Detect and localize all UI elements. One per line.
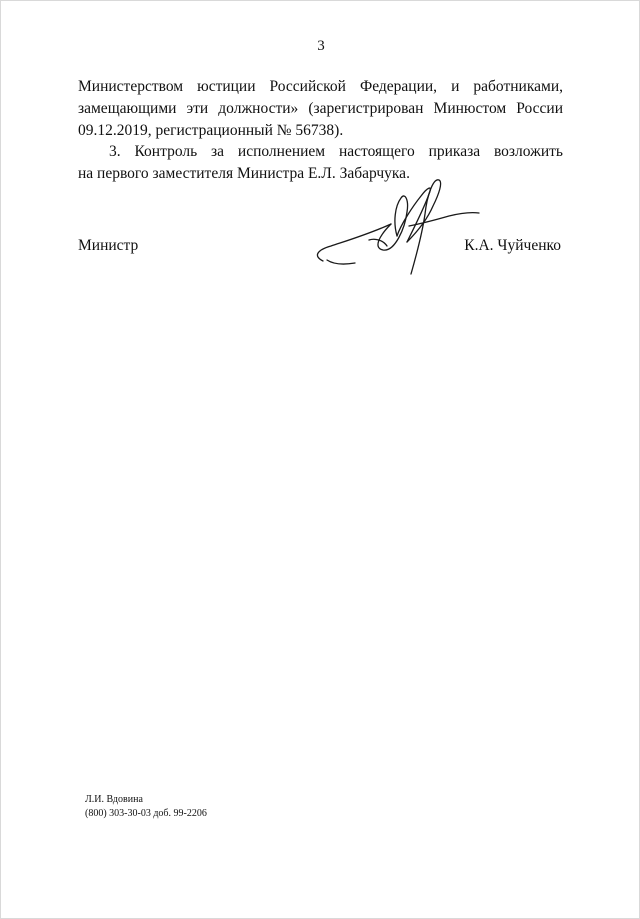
paragraph-line: 3. Контроль за исполнением настоящего приказа возложить — [109, 143, 563, 160]
executor-phone: (800) 303-30-03 доб. 99-2206 — [85, 808, 207, 819]
signatory-name: К.А. Чуйченко — [464, 237, 561, 254]
paragraph-line: Министерством юстиции Российской Федерации, и работниками, — [78, 78, 563, 95]
executor-info — [85, 793, 207, 821]
paragraph-line: замещающими эти должности» (зарегистрирован Минюстом России — [78, 100, 563, 117]
paragraph-ministry-reference — [78, 76, 563, 142]
page-number: 3 — [317, 38, 325, 54]
paragraph-line: 09.12.2019, регистрационный № 56738). — [78, 122, 344, 139]
signatory-title: Министр — [78, 237, 139, 254]
paragraph-line: на первого заместителя Министра Е.Л. Забарчука. — [78, 165, 410, 182]
handwritten-signature — [309, 166, 494, 281]
executor-name: Л.И. Вдовина — [85, 794, 143, 805]
